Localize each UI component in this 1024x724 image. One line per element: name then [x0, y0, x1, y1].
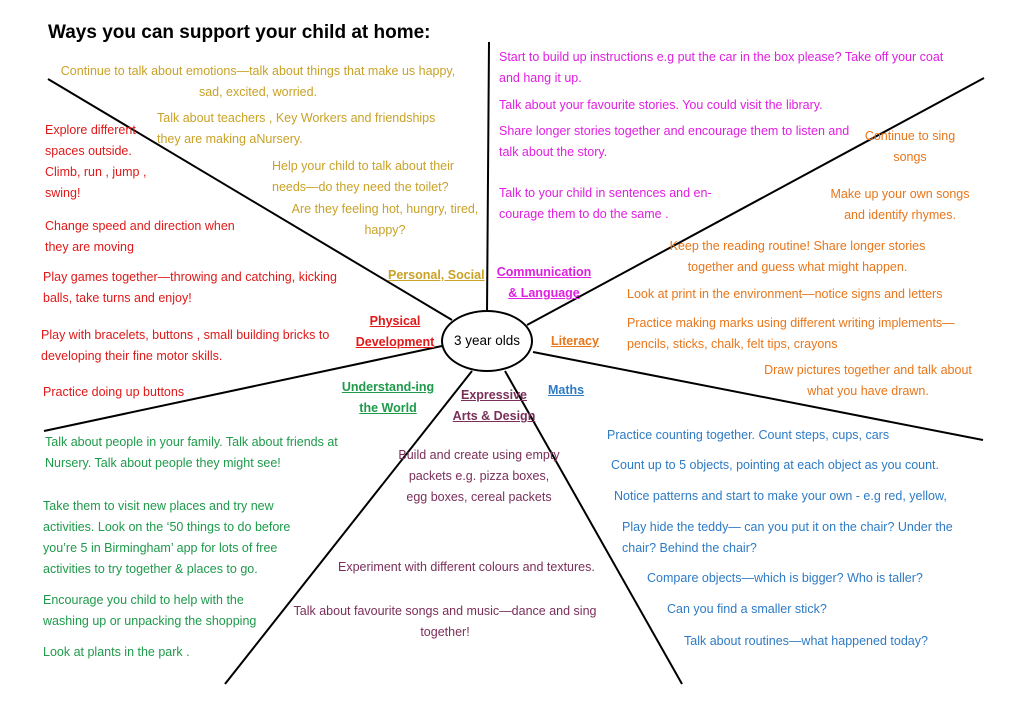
maths-tip-5: Compare objects—which is bigger? Who is taller? [647, 571, 923, 585]
communication-tip-3: Share longer stories together and encourage them to listen and talk about the story. [499, 124, 850, 159]
literacy-tip-2: Make up your own songs and identify rhymes. [830, 187, 970, 222]
literacy-tip-5: Practice making marks using different writing implements—pencils, sticks, chalk, felt tips, crayons [627, 316, 955, 351]
physical-tip-5: Practice doing up buttons [43, 385, 185, 399]
expressive-tip-2: Experiment with different colours and textures. [338, 560, 595, 574]
label-maths: Maths [548, 383, 585, 397]
understanding-tip-4: Look at plants in the park . [43, 645, 190, 659]
label-expressive-arts: Expressive Arts & Design [452, 388, 536, 423]
communication-tip-2: Talk about your favourite stories. You could visit the library. [499, 98, 823, 112]
center-ellipse: 3 year olds [441, 310, 533, 372]
physical-tip-3: Play games together—throwing and catching, kicking balls, take turns and enjoy! [43, 270, 337, 305]
literacy-tip-4: Look at print in the environment—notice signs and letters [627, 287, 943, 301]
personal-tip-3: Help your child to talk about their needs—do they need the toilet? [272, 159, 455, 194]
physical-tip-1: Explore different spaces outside. Climb, run , jump , swing! [45, 123, 147, 200]
literacy-tip-3: Keep the reading routine! Share longer stories together and guess what might happen. [669, 239, 926, 274]
maths-tip-4: Play hide the teddy— can you put it on the chair? Under the chair? Behind the chair? [622, 520, 953, 555]
page-title: Ways you can support your child at home: [48, 22, 431, 43]
personal-tip-4: Are they feeling hot, hungry, tired, happy? [291, 202, 479, 237]
label-communication-language: Communication & Language [496, 265, 592, 300]
label-personal-social: Personal, Social [388, 268, 485, 282]
understanding-tip-3: Encourage you child to help with the washing up or unpacking the shopping [43, 593, 257, 628]
communication-tip-4: Talk to your child in sentences and en-courage them to do the same . [499, 186, 712, 221]
spoke-line-top [487, 42, 489, 313]
understanding-tip-2: Take them to visit new places and try new activities. Look on the ‘50 things to do before you’re 5 in Birmingham’ app for lots of free activities to try together & places to go. [43, 499, 291, 576]
maths-tip-6: Can you find a smaller stick? [667, 602, 827, 616]
maths-tip-2: Count up to 5 objects, pointing at each object as you count. [611, 458, 939, 472]
understanding-tip-1: Talk about people in your family. Talk about friends at Nursery. Talk about people they might see! [45, 435, 338, 470]
label-literacy: Literacy [551, 334, 599, 348]
label-understanding-world: Understand-ing the World [341, 380, 435, 415]
personal-tip-2: Talk about teachers , Key Workers and friendships they are making aNursery. [157, 111, 436, 146]
literacy-tip-6: Draw pictures together and talk about what you have drawn. [764, 363, 972, 398]
literacy-tip-1: Continue to sing songs [864, 129, 956, 164]
label-physical-development: Physical Development [355, 314, 435, 349]
physical-tip-4: Play with bracelets, buttons , small building bricks to developing their fine motor skills. [41, 328, 330, 363]
personal-tip-1: Continue to talk about emotions—talk about things that make us happy, sad, excited, worried. [60, 64, 456, 99]
maths-tip-3: Notice patterns and start to make your own - e.g red, yellow, [614, 489, 947, 503]
maths-tip-7: Talk about routines—what happened today? [684, 634, 928, 648]
physical-tip-2: Change speed and direction when they are moving [45, 219, 235, 254]
communication-tip-1: Start to build up instructions e.g put the car in the box please? Take off your coat and hang it up. [499, 50, 944, 85]
maths-tip-1: Practice counting together. Count steps, cups, cars [607, 428, 890, 442]
expressive-tip-1: Build and create using empty packets e.g. pizza boxes, egg boxes, cereal packets [398, 448, 560, 504]
expressive-tip-3: Talk about favourite songs and music—dance and sing together! [293, 604, 597, 639]
